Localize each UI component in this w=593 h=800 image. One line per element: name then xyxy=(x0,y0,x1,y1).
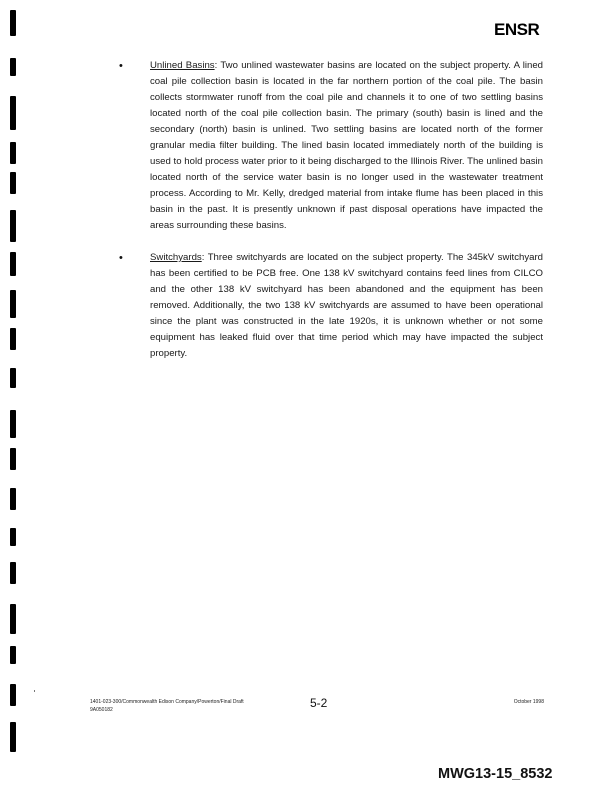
binder-hole xyxy=(10,488,16,510)
binder-hole xyxy=(10,96,16,130)
binder-hole xyxy=(10,646,16,664)
bates-stamp: MWG13-15_8532 xyxy=(438,766,553,782)
bullet-text: : Two unlined wastewater basins are located on the subject property. A lined coal pile collection basin is located in the far northern portion of the coal pile. The basin collects stormwater runoff from the coal pile and channels it to one of two settling basins located north of the coal pile collection basin. The primary (south) basin is lined and the secondary (north) basin is unlined. Two settling basins are located north of the former granular media filter building. The lined basin located immediately north of the building is used to hold process water prior to it being discharged to the Illinois River. The unlined basin located north of the service water basin is no longer used in the wastewater treatment process. According to Mr. Kelly, dredged material from intake flume has been placed in this basin in the past. It is presently unknown if past disposal operations have impacted the areas surrounding these basins. xyxy=(150,60,543,231)
binder-hole xyxy=(10,142,16,164)
scan-mark xyxy=(34,690,35,692)
bullet-text: : Three switchyards are located on the subject property. The 345kV switchyard has been certified to be PCB free. One 138 kV switchyard contains feed lines from CILCO and the other 138 kV switchyard has been abandoned and the equipment has been removed. Additionally, the two 138 kV switchyards are assumed to have been operational since the plant was constructed in the late 1920s, it is unknown whether or not some equipment has leaked fluid over that time period which may have impacted the subject property. xyxy=(150,252,543,359)
binder-hole-marks xyxy=(0,0,22,800)
bullet-item-unlined-basins xyxy=(117,58,543,234)
page-footer xyxy=(90,698,550,728)
binder-hole xyxy=(10,252,16,276)
bullet-heading: Switchyards xyxy=(150,252,202,263)
binder-hole xyxy=(10,722,16,752)
binder-hole xyxy=(10,328,16,350)
binder-hole xyxy=(10,684,16,706)
footer-doc-ref xyxy=(90,698,244,714)
binder-hole xyxy=(10,58,16,76)
document-body xyxy=(117,58,543,378)
page-number: 5-2 xyxy=(310,696,328,710)
binder-hole xyxy=(10,172,16,194)
binder-hole xyxy=(10,410,16,438)
binder-hole xyxy=(10,290,16,318)
bullet-item-switchyards xyxy=(117,250,543,362)
footer-doc-ref-line2: 9A050182 xyxy=(90,707,113,713)
binder-hole xyxy=(10,528,16,546)
binder-hole xyxy=(10,562,16,584)
footer-date: October 1998 xyxy=(513,699,544,705)
bullet-icon: • xyxy=(119,60,123,72)
binder-hole xyxy=(10,210,16,242)
bullet-paragraph xyxy=(150,58,543,234)
binder-hole xyxy=(10,368,16,388)
binder-hole xyxy=(10,448,16,470)
binder-hole xyxy=(10,604,16,634)
bullet-paragraph xyxy=(150,250,543,362)
company-logo: ENSR xyxy=(494,20,540,39)
footer-doc-ref-line1: 1401-023-300/Commonwealth Edison Company/Powerton/Final Draft xyxy=(90,699,244,705)
binder-hole xyxy=(10,10,16,36)
bullet-heading: Unlined Basins xyxy=(150,60,215,71)
bullet-icon: • xyxy=(119,252,123,264)
